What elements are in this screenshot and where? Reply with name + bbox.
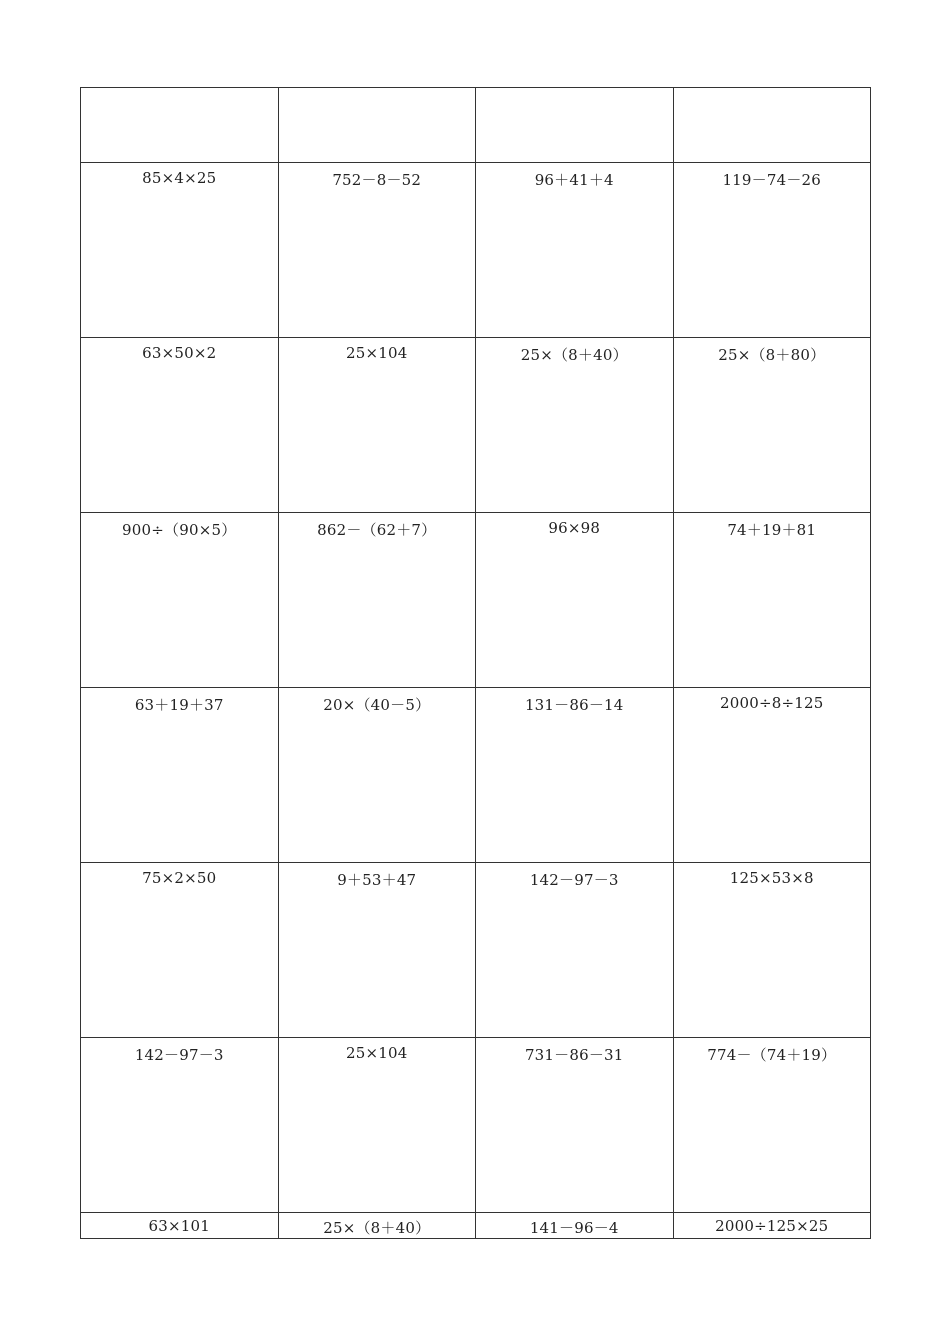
problem-cell: 25×（8＋40） xyxy=(476,338,674,513)
table-row xyxy=(81,688,871,863)
problem-cell: 96×98 xyxy=(476,513,674,688)
problem-cell: 752－8－52 xyxy=(278,163,476,338)
table-row xyxy=(81,163,871,338)
calculation-table xyxy=(80,87,871,1239)
problem-cell: 63＋19＋37 xyxy=(81,688,279,863)
problem-cell: 141－96－4 xyxy=(476,1213,674,1239)
worksheet xyxy=(80,87,871,1239)
table-row xyxy=(81,513,871,688)
problem-cell: 142－97－3 xyxy=(81,1038,279,1213)
problem-cell: 2000÷8÷125 xyxy=(673,688,871,863)
problem-cell: 774－（74＋19） xyxy=(673,1038,871,1213)
problem-cell xyxy=(278,88,476,163)
problem-cell: 142－97－3 xyxy=(476,863,674,1038)
problem-cell: 731－86－31 xyxy=(476,1038,674,1213)
table-row xyxy=(81,1213,871,1239)
problem-cell: 74＋19＋81 xyxy=(673,513,871,688)
problem-cell: 9＋53＋47 xyxy=(278,863,476,1038)
table-row xyxy=(81,1038,871,1213)
problem-cell: 96＋41＋4 xyxy=(476,163,674,338)
problem-cell: 862－（62＋7） xyxy=(278,513,476,688)
problem-cell: 25×（8＋40） xyxy=(278,1213,476,1239)
problem-cell: 25×（8＋80） xyxy=(673,338,871,513)
problem-cell: 2000÷125×25 xyxy=(673,1213,871,1239)
problem-cell: 85×4×25 xyxy=(81,163,279,338)
problem-cell: 25×104 xyxy=(278,1038,476,1213)
problem-cell: 25×104 xyxy=(278,338,476,513)
problem-cell: 125×53×8 xyxy=(673,863,871,1038)
problem-cell: 119－74－26 xyxy=(673,163,871,338)
problem-cell: 75×2×50 xyxy=(81,863,279,1038)
table-row xyxy=(81,338,871,513)
table-row xyxy=(81,863,871,1038)
problem-cell: 63×101 xyxy=(81,1213,279,1239)
problem-cell: 131－86－14 xyxy=(476,688,674,863)
table-row xyxy=(81,88,871,163)
problem-cell: 63×50×2 xyxy=(81,338,279,513)
problem-cell xyxy=(673,88,871,163)
problem-cell xyxy=(81,88,279,163)
problem-cell: 20×（40－5） xyxy=(278,688,476,863)
problem-cell xyxy=(476,88,674,163)
problem-cell: 900÷（90×5） xyxy=(81,513,279,688)
